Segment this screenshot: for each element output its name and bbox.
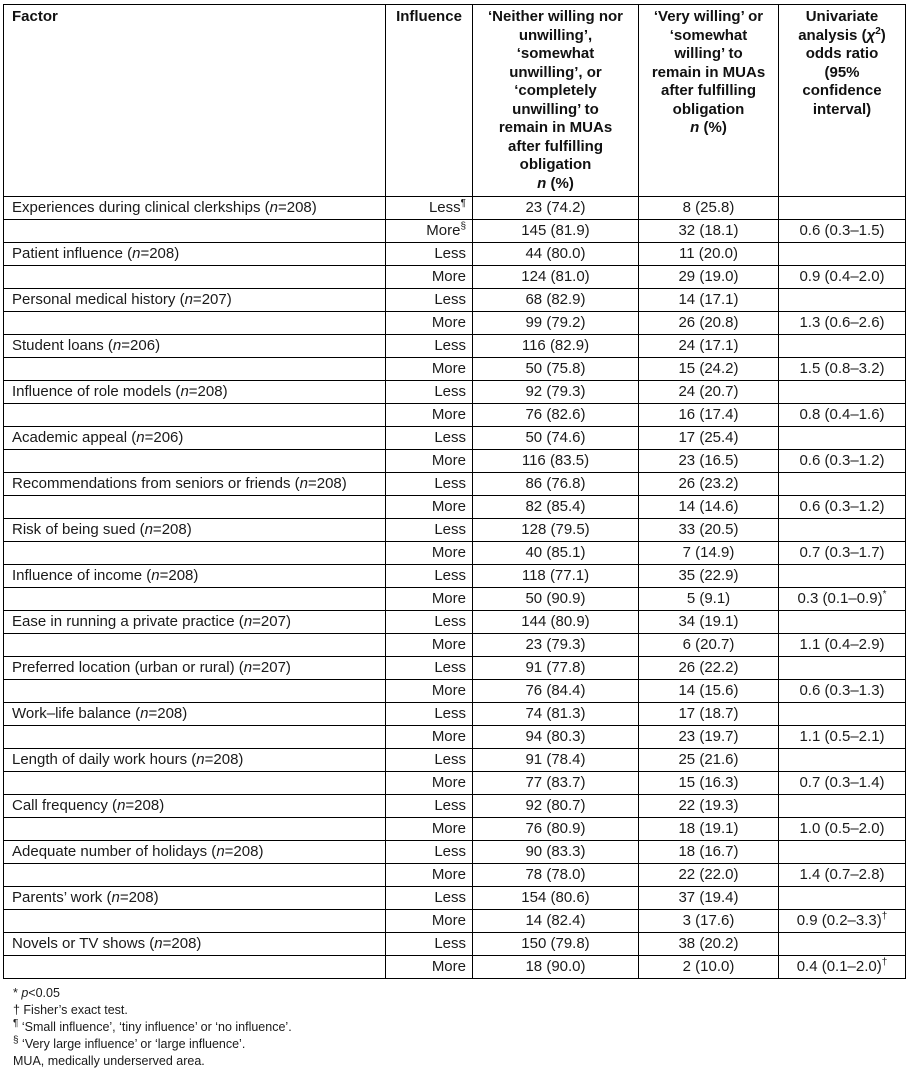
unwilling-count-cell: 44 (80.0)	[473, 243, 639, 266]
factor-cell: Length of daily work hours (n=208)	[4, 749, 386, 772]
table-row	[4, 657, 906, 680]
factor-cell: Student loans (n=206)	[4, 335, 386, 358]
factor-cell	[4, 956, 386, 979]
factor-name: Risk of being sued	[12, 521, 136, 538]
factor-cell: Personal medical history (n=207)	[4, 289, 386, 312]
factor-name: Call frequency	[12, 797, 108, 814]
influence-cell: More	[386, 542, 473, 565]
odds-ratio-cell	[779, 611, 906, 634]
influence-cell: Less	[386, 381, 473, 404]
footnote-mark: ¶	[460, 198, 466, 209]
willing-count-cell: 11 (20.0)	[639, 243, 779, 266]
odds-ratio-cell	[779, 841, 906, 864]
influence-cell: Less	[386, 795, 473, 818]
table-row	[4, 887, 906, 910]
factor-cell	[4, 772, 386, 795]
odds-ratio-cell	[779, 519, 906, 542]
factor-n: 208	[128, 889, 154, 906]
unwilling-count-cell: 82 (85.4)	[473, 496, 639, 519]
factor-cell: Work–life balance (n=208)	[4, 703, 386, 726]
table-row	[4, 450, 906, 473]
table-row	[4, 243, 906, 266]
factor-name: Parents’ work	[12, 889, 103, 906]
unwilling-count-cell: 76 (82.6)	[473, 404, 639, 427]
factors-table	[3, 4, 906, 979]
factor-cell	[4, 266, 386, 289]
table-row	[4, 542, 906, 565]
odds-ratio-cell: 1.0 (0.5–2.0)	[779, 818, 906, 841]
table-row	[4, 197, 906, 220]
table-row	[4, 335, 906, 358]
table-row	[4, 381, 906, 404]
table-row	[4, 565, 906, 588]
odds-ratio-cell	[779, 197, 906, 220]
odds-ratio-cell	[779, 427, 906, 450]
odds-ratio-cell: 0.8 (0.4–1.6)	[779, 404, 906, 427]
factor-name: Patient influence	[12, 245, 123, 262]
influence-cell: Less	[386, 243, 473, 266]
footnote-mua: MUA, medically underserved area.	[13, 1054, 205, 1068]
factor-cell: Academic appeal (n=206)	[4, 427, 386, 450]
factor-name: Recommendations from seniors or friends	[12, 475, 291, 492]
header-willing	[639, 5, 779, 197]
header-unwilling	[473, 5, 639, 197]
factor-cell: Ease in running a private practice (n=207)	[4, 611, 386, 634]
influence-cell: More	[386, 864, 473, 887]
odds-ratio-cell: 0.6 (0.3–1.5)	[779, 220, 906, 243]
odds-ratio-cell: 1.4 (0.7–2.8)	[779, 864, 906, 887]
factor-n: 208	[233, 843, 259, 860]
unwilling-count-cell: 77 (83.7)	[473, 772, 639, 795]
table-row	[4, 703, 906, 726]
factor-cell: Novels or TV shows (n=208)	[4, 933, 386, 956]
willing-count-cell: 14 (17.1)	[639, 289, 779, 312]
factor-cell	[4, 404, 386, 427]
footnote-mark: †	[881, 911, 888, 922]
influence-cell: Less	[386, 565, 473, 588]
unwilling-count-cell: 78 (78.0)	[473, 864, 639, 887]
odds-ratio-cell	[779, 473, 906, 496]
header-univariate: Univariate analysis $(\chi^2)$ odds ratio (95% confidence interval)	[779, 5, 906, 197]
odds-ratio-cell: 0.6 (0.3–1.3)	[779, 680, 906, 703]
willing-count-cell: 7 (14.9)	[639, 542, 779, 565]
factor-cell	[4, 588, 386, 611]
table-row	[4, 726, 906, 749]
unwilling-count-cell: 118 (77.1)	[473, 565, 639, 588]
factor-n: 208	[316, 475, 342, 492]
willing-count-cell: 25 (21.6)	[639, 749, 779, 772]
odds-ratio-cell: 0.4 (0.1–2.0)†	[779, 956, 906, 979]
factor-name: Ease in running a private practice	[12, 613, 235, 630]
odds-ratio-cell: 0.6 (0.3–1.2)	[779, 496, 906, 519]
willing-count-cell: 24 (17.1)	[639, 335, 779, 358]
factor-name: Influence of income	[12, 567, 143, 584]
willing-count-cell: 17 (18.7)	[639, 703, 779, 726]
table-row	[4, 910, 906, 933]
odds-ratio-cell: 0.9 (0.2–3.3)†	[779, 910, 906, 933]
willing-count-cell: 35 (22.9)	[639, 565, 779, 588]
factor-name: Student loans	[12, 337, 104, 354]
header-willing-text: ‘Very willing’ or ‘somewhat willing’ to remain in MUAs after fulfilling obligation	[651, 8, 766, 118]
table-row	[4, 588, 906, 611]
influence-cell: More	[386, 450, 473, 473]
influence-cell: More	[386, 634, 473, 657]
influence-cell: Less	[386, 749, 473, 772]
willing-count-cell: 3 (17.6)	[639, 910, 779, 933]
table-row	[4, 404, 906, 427]
factor-n: 208	[134, 797, 160, 814]
unwilling-count-cell: 145 (81.9)	[473, 220, 639, 243]
factor-cell	[4, 542, 386, 565]
factor-n: 207	[201, 291, 227, 308]
willing-count-cell: 8 (25.8)	[639, 197, 779, 220]
unwilling-count-cell: 14 (82.4)	[473, 910, 639, 933]
willing-count-cell: 18 (19.1)	[639, 818, 779, 841]
header-willing-unit: n (%)	[690, 119, 727, 136]
odds-ratio-cell	[779, 289, 906, 312]
willing-count-cell: 22 (22.0)	[639, 864, 779, 887]
header-unwilling-unit: n (%)	[537, 174, 574, 192]
factor-cell	[4, 220, 386, 243]
factor-cell	[4, 864, 386, 887]
header-row	[4, 5, 906, 197]
unwilling-count-cell: 18 (90.0)	[473, 956, 639, 979]
odds-ratio-cell: 0.7 (0.3–1.7)	[779, 542, 906, 565]
unwilling-count-cell: 116 (82.9)	[473, 335, 639, 358]
footnote-less-definition: ¶ ‘Small influence’, ‘tiny influence’ or ‘no influence’.	[13, 1017, 292, 1034]
odds-ratio-cell	[779, 703, 906, 726]
influence-cell: Less	[386, 887, 473, 910]
factor-cell	[4, 358, 386, 381]
header-factor: Factor	[4, 5, 386, 197]
unwilling-count-cell: 94 (80.3)	[473, 726, 639, 749]
unwilling-count-cell: 154 (80.6)	[473, 887, 639, 910]
factor-n: 208	[197, 383, 223, 400]
willing-count-cell: 23 (16.5)	[639, 450, 779, 473]
willing-count-cell: 38 (20.2)	[639, 933, 779, 956]
table-body	[4, 197, 906, 979]
willing-count-cell: 26 (23.2)	[639, 473, 779, 496]
factor-name: Preferred location (urban or rural)	[12, 659, 235, 676]
factor-cell: Patient influence (n=208)	[4, 243, 386, 266]
odds-ratio-cell: 1.5 (0.8–3.2)	[779, 358, 906, 381]
willing-count-cell: 16 (17.4)	[639, 404, 779, 427]
willing-count-cell: 18 (16.7)	[639, 841, 779, 864]
influence-cell: Less	[386, 289, 473, 312]
factor-cell: Experiences during clinical clerkships (n=208)	[4, 197, 386, 220]
table-row	[4, 749, 906, 772]
unwilling-count-cell: 50 (75.8)	[473, 358, 639, 381]
header-unwilling-text: ‘Neither willing nor unwilling’, ‘somewhat unwilling’, or ‘completely unwilling’ to remain in MUAs after fulfilling obligation	[487, 8, 623, 173]
table-row	[4, 933, 906, 956]
influence-cell: Less	[386, 657, 473, 680]
factor-n: 207	[260, 659, 286, 676]
influence-cell: More	[386, 956, 473, 979]
odds-ratio-cell	[779, 933, 906, 956]
unwilling-count-cell: 74 (81.3)	[473, 703, 639, 726]
odds-ratio-cell: 1.1 (0.4–2.9)	[779, 634, 906, 657]
footnotes	[13, 985, 292, 1070]
factor-n: 207	[260, 613, 286, 630]
odds-ratio-cell	[779, 381, 906, 404]
unwilling-count-cell: 116 (83.5)	[473, 450, 639, 473]
influence-cell: Less	[386, 427, 473, 450]
willing-count-cell: 2 (10.0)	[639, 956, 779, 979]
factor-cell	[4, 726, 386, 749]
unwilling-count-cell: 128 (79.5)	[473, 519, 639, 542]
table-row	[4, 358, 906, 381]
table-row	[4, 841, 906, 864]
factor-n: 208	[149, 245, 175, 262]
odds-ratio-cell: 0.3 (0.1–0.9)*	[779, 588, 906, 611]
factor-name: Influence of role models	[12, 383, 172, 400]
unwilling-count-cell: 68 (82.9)	[473, 289, 639, 312]
odds-ratio-cell: 0.7 (0.3–1.4)	[779, 772, 906, 795]
table-row	[4, 956, 906, 979]
factor-name: Length of daily work hours	[12, 751, 188, 768]
willing-count-cell: 32 (18.1)	[639, 220, 779, 243]
factor-name: Academic appeal	[12, 429, 128, 446]
influence-cell: More	[386, 588, 473, 611]
table-row	[4, 266, 906, 289]
influence-cell: Less	[386, 473, 473, 496]
influence-cell: More	[386, 772, 473, 795]
chi-symbol: χ	[866, 26, 876, 44]
factor-name: Novels or TV shows	[12, 935, 146, 952]
factor-cell: Call frequency (n=208)	[4, 795, 386, 818]
footnote-more-definition: § ‘Very large influence’ or ‘large influence’.	[13, 1034, 246, 1051]
unwilling-count-cell: 23 (79.3)	[473, 634, 639, 657]
table-row	[4, 611, 906, 634]
willing-count-cell: 24 (20.7)	[639, 381, 779, 404]
unwilling-count-cell: 150 (79.8)	[473, 933, 639, 956]
odds-ratio-cell	[779, 887, 906, 910]
willing-count-cell: 29 (19.0)	[639, 266, 779, 289]
factor-name: Work–life balance	[12, 705, 131, 722]
influence-cell: Less	[386, 519, 473, 542]
influence-cell: More	[386, 404, 473, 427]
footnote-mark: †	[881, 957, 888, 968]
willing-count-cell: 5 (9.1)	[639, 588, 779, 611]
influence-cell: Less¶	[386, 197, 473, 220]
footnote-fisher: † Fisher’s exact test.	[13, 1003, 128, 1017]
table-row	[4, 496, 906, 519]
table-row	[4, 289, 906, 312]
factor-cell: Influence of role models (n=208)	[4, 381, 386, 404]
unwilling-count-cell: 92 (80.7)	[473, 795, 639, 818]
influence-cell: More	[386, 496, 473, 519]
odds-ratio-cell: 1.3 (0.6–2.6)	[779, 312, 906, 335]
odds-ratio-cell: 1.1 (0.5–2.1)	[779, 726, 906, 749]
factor-cell	[4, 450, 386, 473]
willing-count-cell: 34 (19.1)	[639, 611, 779, 634]
influence-cell: More	[386, 818, 473, 841]
influence-cell: More	[386, 910, 473, 933]
influence-cell: Less	[386, 611, 473, 634]
factor-n: 208	[157, 705, 183, 722]
influence-cell: More	[386, 266, 473, 289]
odds-ratio-cell: 0.9 (0.4–2.0)	[779, 266, 906, 289]
factor-cell: Influence of income (n=208)	[4, 565, 386, 588]
willing-count-cell: 26 (22.2)	[639, 657, 779, 680]
factor-n: 206	[153, 429, 179, 446]
factor-name: Personal medical history	[12, 291, 176, 308]
factor-n: 208	[213, 751, 239, 768]
factor-cell: Recommendations from seniors or friends (n=208)	[4, 473, 386, 496]
odds-ratio-cell	[779, 335, 906, 358]
table-row	[4, 864, 906, 887]
willing-count-cell: 6 (20.7)	[639, 634, 779, 657]
willing-count-cell: 15 (24.2)	[639, 358, 779, 381]
influence-cell: Less	[386, 841, 473, 864]
influence-cell: More§	[386, 220, 473, 243]
footnote-mark: *	[882, 589, 887, 600]
influence-cell: Less	[386, 933, 473, 956]
willing-count-cell: 37 (19.4)	[639, 887, 779, 910]
factor-name: Experiences during clinical clerkships	[12, 199, 261, 216]
footnote-mark: §	[460, 221, 466, 232]
influence-cell: More	[386, 358, 473, 381]
odds-ratio-cell: 0.6 (0.3–1.2)	[779, 450, 906, 473]
unwilling-count-cell: 91 (78.4)	[473, 749, 639, 772]
table-row	[4, 772, 906, 795]
table-row	[4, 427, 906, 450]
willing-count-cell: 23 (19.7)	[639, 726, 779, 749]
willing-count-cell: 26 (20.8)	[639, 312, 779, 335]
willing-count-cell: 15 (16.3)	[639, 772, 779, 795]
unwilling-count-cell: 144 (80.9)	[473, 611, 639, 634]
factor-cell	[4, 910, 386, 933]
header-influence: Influence	[386, 5, 473, 197]
willing-count-cell: 22 (19.3)	[639, 795, 779, 818]
factor-cell	[4, 680, 386, 703]
factor-cell	[4, 312, 386, 335]
unwilling-count-cell: 40 (85.1)	[473, 542, 639, 565]
unwilling-count-cell: 23 (74.2)	[473, 197, 639, 220]
unwilling-count-cell: 76 (84.4)	[473, 680, 639, 703]
odds-ratio-cell	[779, 795, 906, 818]
factor-n: 208	[286, 199, 312, 216]
factor-n: 206	[130, 337, 156, 354]
table-row	[4, 519, 906, 542]
willing-count-cell: 14 (15.6)	[639, 680, 779, 703]
factor-cell	[4, 818, 386, 841]
factor-n: 208	[171, 935, 197, 952]
willing-count-cell: 33 (20.5)	[639, 519, 779, 542]
unwilling-count-cell: 86 (76.8)	[473, 473, 639, 496]
influence-cell: More	[386, 726, 473, 749]
table-row	[4, 818, 906, 841]
odds-ratio-cell	[779, 565, 906, 588]
odds-ratio-cell	[779, 657, 906, 680]
factor-name: Adequate number of holidays	[12, 843, 208, 860]
table-row	[4, 795, 906, 818]
influence-cell: More	[386, 312, 473, 335]
unwilling-count-cell: 99 (79.2)	[473, 312, 639, 335]
table-row	[4, 220, 906, 243]
factor-cell: Adequate number of holidays (n=208)	[4, 841, 386, 864]
footnote-p-value: * p<0.05	[13, 986, 60, 1000]
odds-ratio-cell	[779, 243, 906, 266]
table-row	[4, 634, 906, 657]
factor-cell: Risk of being sued (n=208)	[4, 519, 386, 542]
unwilling-count-cell: 76 (80.9)	[473, 818, 639, 841]
factor-cell: Preferred location (urban or rural) (n=207)	[4, 657, 386, 680]
table-row	[4, 312, 906, 335]
factor-cell	[4, 634, 386, 657]
unwilling-count-cell: 50 (90.9)	[473, 588, 639, 611]
factor-cell	[4, 496, 386, 519]
unwilling-count-cell: 91 (77.8)	[473, 657, 639, 680]
unwilling-count-cell: 50 (74.6)	[473, 427, 639, 450]
odds-ratio-cell	[779, 749, 906, 772]
willing-count-cell: 17 (25.4)	[639, 427, 779, 450]
table-row	[4, 680, 906, 703]
influence-cell: Less	[386, 703, 473, 726]
unwilling-count-cell: 92 (79.3)	[473, 381, 639, 404]
influence-cell: Less	[386, 335, 473, 358]
factor-n: 208	[161, 521, 187, 538]
unwilling-count-cell: 124 (81.0)	[473, 266, 639, 289]
factor-cell: Parents’ work (n=208)	[4, 887, 386, 910]
factor-n: 208	[168, 567, 194, 584]
influence-cell: More	[386, 680, 473, 703]
table-row	[4, 473, 906, 496]
unwilling-count-cell: 90 (83.3)	[473, 841, 639, 864]
willing-count-cell: 14 (14.6)	[639, 496, 779, 519]
